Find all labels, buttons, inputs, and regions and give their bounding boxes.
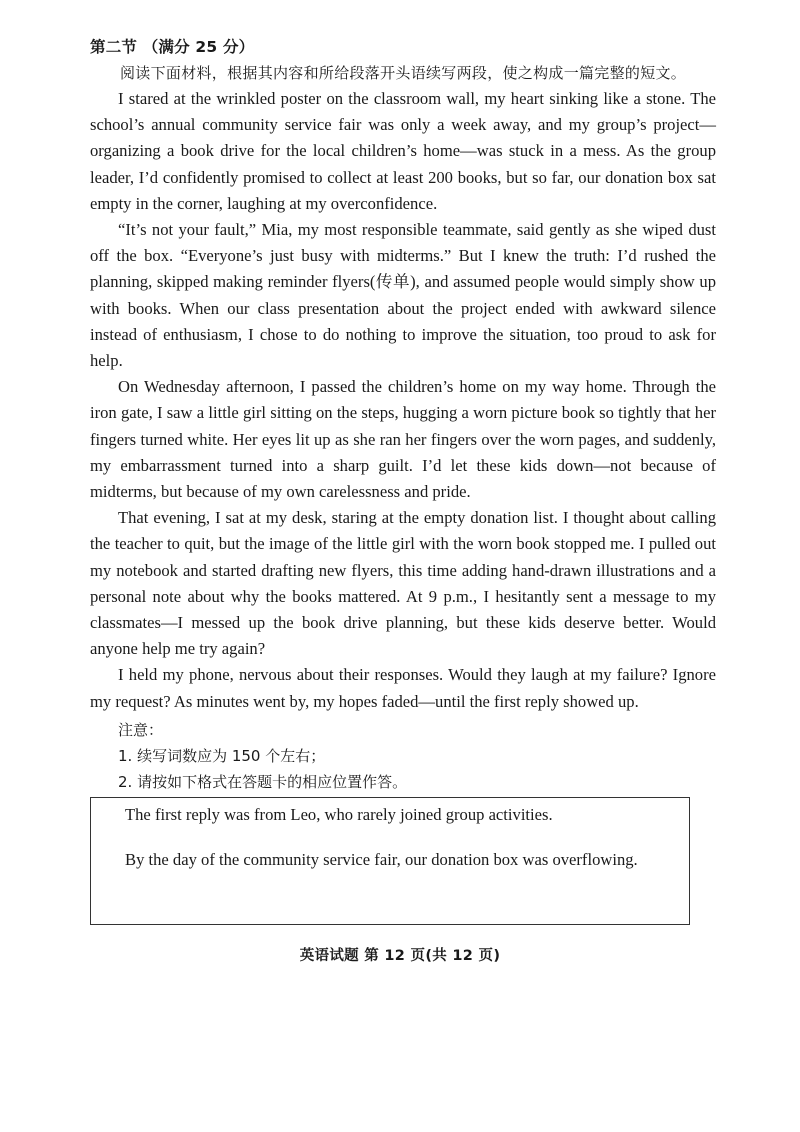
section-title: 第二节 （满分 25 分）: [90, 38, 255, 56]
notes-heading: 注意：: [118, 720, 164, 739]
page-footer: 英语试题 第 12 页(共 12 页): [299, 948, 501, 964]
answer-box: [90, 797, 690, 925]
exam-page: [90, 34, 716, 795]
passage-paragraph: “It’s not your fault,” Mia, my most responsible teammate, said gently as she wiped dust off the box. “Everyone’s just busy with midterms.” But I knew the truth: I’d rushed the planning, skipped making reminder flyers(传单), and assumed people would simply show up with books. When our class presentation about the project ended with awkward silence instead of enthusiasm, I chose to do nothing to improve the situation, too proud to ask for help.: [90, 220, 716, 371]
passage-paragraph: I held my phone, nervous about their responses. Would they laugh at my failure? Ignore my request? As minutes went by, my hopes faded—until the first reply showed up.: [90, 665, 716, 711]
note-item: 1. 续写词数应为 150 个左右；: [118, 746, 326, 765]
note-item: 2. 请按如下格式在答题卡的相应位置作答。: [118, 772, 408, 791]
passage-paragraph: That evening, I sat at my desk, staring at the empty donation list. I thought about calling the teacher to quit, but the image of the little girl with the worn book stopped me. I pulled out my notebook and started drafting new flyers, this time adding hand-drawn illustrations and a personal note about why the books mattered. At 9 p.m., I hesitantly sent a message to my classmates—I messed up the book drive planning, but these kids deserve better. Would anyone help me try again?: [90, 508, 716, 659]
passage-paragraph: On Wednesday afternoon, I passed the children’s home on my way home. Through the iron gate, I saw a little girl sitting on the steps, hugging a worn picture book so tightly that her fingers turned white. Her eyes lit up as she ran her fingers over the worn pages, and suddenly, my embarrassment turned into a sharp guilt. I’d let these kids down—not because of midterms, but because of my own carelessness and pride.: [90, 377, 716, 502]
continuation-opener-1: The first reply was from Leo, who rarely joined group activities.: [125, 805, 553, 824]
continuation-opener-2: By the day of the community service fair, our donation box was overflowing.: [125, 850, 638, 869]
section-instruction: 阅读下面材料，根据其内容和所给段落开头语续写两段，使之构成一篇完整的短文。: [120, 64, 687, 82]
notes-section: [90, 717, 716, 795]
passage-paragraph: I stared at the wrinkled poster on the classroom wall, my heart sinking like a stone. The school’s annual community service fair was only a week away, and my group’s project—organizing a book drive for the local children’s home—was stuck in a mess. As the group leader, I’d confidently promised to collect at least 200 books, but so far, our donation box sat empty in the corner, laughing at my overconfidence.: [90, 89, 716, 213]
reading-passage: [90, 86, 716, 715]
